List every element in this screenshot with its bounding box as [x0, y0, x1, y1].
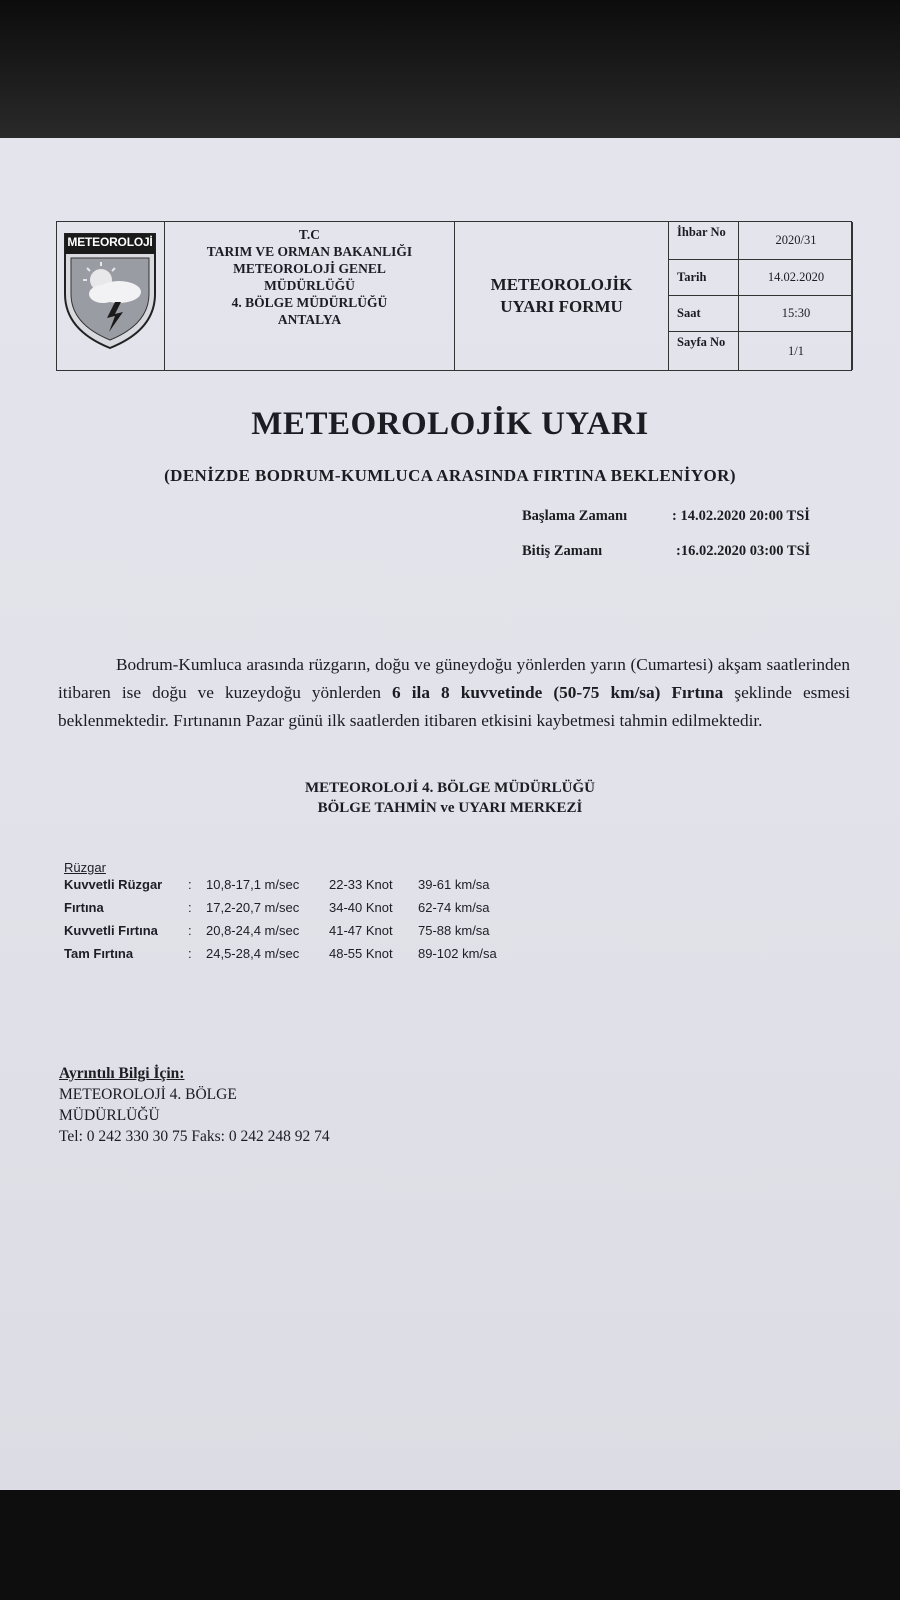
background-top — [0, 0, 900, 140]
wind-colon: : — [188, 946, 192, 961]
form-title-line: METEOROLOJİK — [490, 275, 633, 294]
form-title-cell — [455, 222, 669, 370]
wind-ms: 20,8-24,4 m/sec — [206, 923, 300, 938]
organization-cell — [165, 222, 455, 370]
meta-label: İhbar No — [669, 222, 739, 259]
wind-kms: 62-74 km/sa — [418, 900, 490, 915]
org-line: 4. BÖLGE MÜDÜRLÜĞÜ — [231, 295, 388, 310]
wind-kms: 39-61 km/sa — [418, 877, 490, 892]
contact-block — [59, 1063, 330, 1147]
background-bottom — [0, 1490, 900, 1600]
document-title: METEOROLOJİK UYARI — [251, 406, 649, 442]
wind-table-title: Rüzgar — [64, 860, 106, 875]
wind-knot: 34-40 Knot — [329, 900, 393, 915]
meta-row-sayfa — [669, 332, 852, 370]
wind-scale-table — [64, 860, 497, 969]
wind-colon: : — [188, 877, 192, 892]
start-time-label: Başlama Zamanı — [522, 508, 628, 524]
document-page — [0, 138, 900, 1490]
form-title-line: UYARI FORMU — [500, 297, 623, 316]
wind-ms: 24,5-28,4 m/sec — [206, 946, 300, 961]
logo-text: METEOROLOJİ — [67, 235, 153, 249]
meta-row-saat — [669, 296, 852, 332]
contact-line: METEOROLOJİ 4. BÖLGE — [59, 1086, 237, 1103]
org-line: ANTALYA — [277, 312, 342, 327]
wind-row — [64, 946, 497, 969]
org-line: MÜDÜRLÜĞÜ — [264, 278, 355, 293]
wind-knot: 41-47 Knot — [329, 923, 393, 938]
org-line: T.C — [298, 227, 321, 242]
wind-category: Kuvvetli Fırtına — [64, 923, 158, 938]
meta-row-tarih — [669, 260, 852, 296]
meta-row-ihbar — [669, 222, 852, 260]
wind-knot: 22-33 Knot — [329, 877, 393, 892]
meta-label: Saat — [669, 296, 739, 331]
contact-phone: Tel: 0 242 330 30 75 Faks: 0 242 248 92 74 — [59, 1128, 330, 1145]
wind-category: Fırtına — [64, 900, 104, 915]
signature-line-2: BÖLGE TAHMİN ve UYARI MERKEZİ — [317, 800, 583, 816]
meta-value: 15:30 — [781, 306, 811, 320]
org-line: TARIM VE ORMAN BAKANLIĞI — [206, 244, 413, 259]
wind-colon: : — [188, 900, 192, 915]
wind-knot: 48-55 Knot — [329, 946, 393, 961]
meta-value: 1/1 — [788, 343, 804, 358]
contact-title: Ayrıntılı Bilgi İçin: — [59, 1065, 185, 1082]
logo-cell — [57, 222, 165, 370]
end-time-label: Bitiş Zamanı — [522, 543, 603, 559]
wind-ms: 10,8-17,1 m/sec — [206, 877, 300, 892]
paragraph-text: şeklinde esmesi beklenmektedir. Fırtınanın Pazar günü ilk saatlerden itibaren etkisini kaybetmesi tahmin edilmektedir. — [58, 683, 851, 730]
wind-category: Kuvvetli Rüzgar — [64, 877, 163, 892]
wind-kms: 75-88 km/sa — [418, 923, 490, 938]
meta-label: Tarih — [669, 260, 739, 295]
wind-row — [64, 877, 490, 900]
wind-row — [64, 923, 490, 946]
paragraph-bold-text: 6 ila 8 kuvvetinde (50-75 km/sa) Fırtına — [392, 683, 724, 702]
document-subtitle: (DENİZDE BODRUM-KUMLUCA ARASINDA FIRTINA BEKLENİYOR) — [164, 466, 736, 485]
start-time-value: : 14.02.2020 20:00 TSİ — [672, 508, 810, 524]
header-table — [56, 221, 852, 371]
meta-label: Sayfa No — [669, 332, 739, 370]
contact-line: MÜDÜRLÜĞÜ — [59, 1107, 160, 1124]
signature-line-1: METEOROLOJİ 4. BÖLGE MÜDÜRLÜĞÜ — [304, 780, 596, 796]
paragraph-text: Bodrum-Kumluca arasında rüzgarın, doğu ve güneydoğu yönlerden yarın (Cumartesi) akşam saatlerinden itibaren ise doğu ve kuzeydoğu yönlerden — [58, 655, 850, 702]
wind-kms: 89-102 km/sa — [418, 946, 497, 961]
wind-category: Tam Fırtına — [64, 946, 134, 961]
end-time-value: :16.02.2020 03:00 TSİ — [676, 543, 811, 559]
meta-value: 2020/31 — [775, 233, 817, 247]
meta-value: 14.02.2020 — [767, 270, 825, 284]
warning-paragraph — [58, 651, 850, 735]
wind-row — [64, 900, 490, 923]
meta-cell — [669, 222, 853, 370]
wind-ms: 17,2-20,7 m/sec — [206, 900, 300, 915]
org-line: METEOROLOJİ GENEL — [233, 261, 386, 276]
wind-colon: : — [188, 923, 192, 938]
